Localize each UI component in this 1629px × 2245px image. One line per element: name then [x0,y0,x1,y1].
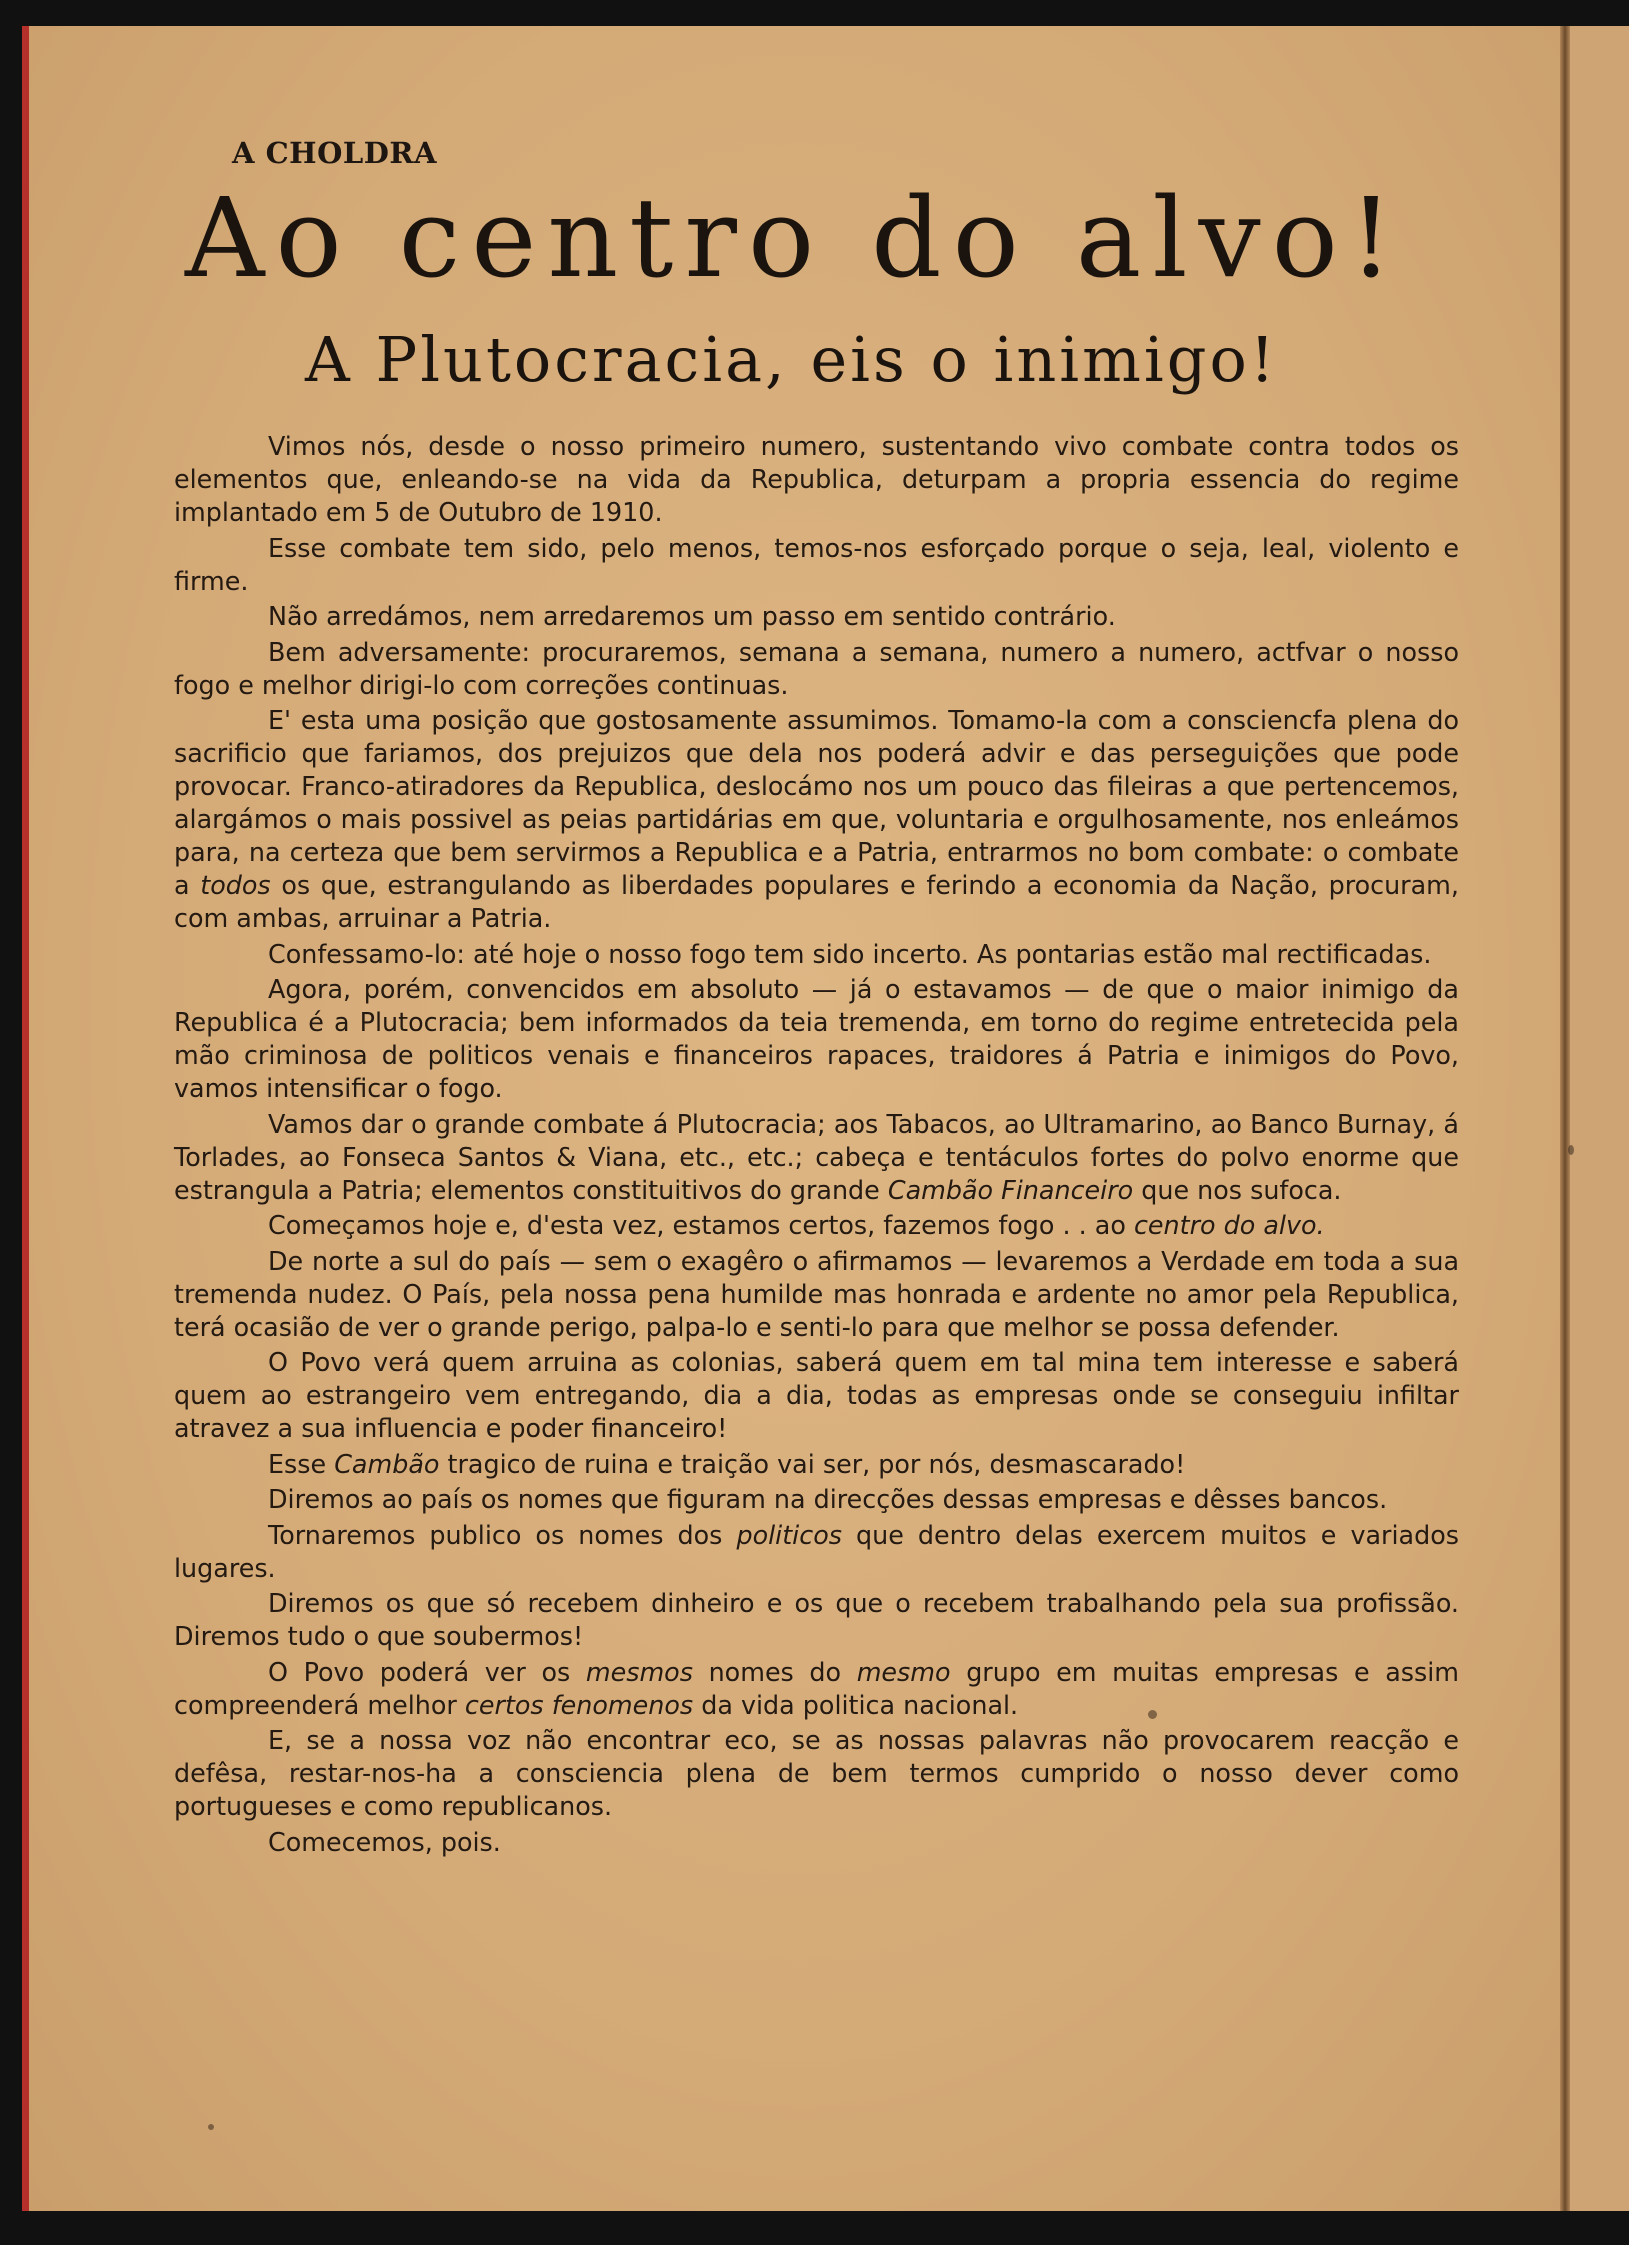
text-run: Vimos nós, desde o nosso primeiro numero, sustentando vivo combate contra todos os elementos que, enleando-se na vida da Republica, deturpam a propria essencia do regime implantado em 5 de Outubro de 1910. [174,431,1459,527]
article-paragraph [174,1483,1459,1516]
article-paragraph [174,1826,1459,1859]
text-run: que dentro delas exercem muitos e variados lugares. [174,1519,1459,1583]
text-run: Tornaremos publico os nomes dos [268,1519,737,1550]
ink-spot [1568,1145,1574,1155]
text-run: da vida politica nacional. [693,1689,1019,1720]
text-run: De norte a sul do país — sem o exagêro o afirmamos — levaremos a Verdade em toda a sua tremenda nudez. O País, pela nossa pena humilde mas honrada e ardente no amor pela Republica, terá ocasião de ver o grande perigo, palpa-lo e senti-lo para que melhor se possa defender. [174,1245,1459,1342]
next-page-edge [1570,26,1629,2211]
text-run: Confessamo-lo: até hoje o nosso fogo tem sido incerto. As pontarias estão mal rectificadas. [268,938,1432,969]
article-paragraph [174,938,1459,971]
article-paragraph [174,1448,1459,1481]
text-run: Diremos os que só recebem dinheiro e os que o recebem trabalhando pela sua profissão. Diremos tudo o que soubermos! [174,1588,1459,1651]
text-run: Vamos dar o grande combate á Plutocracia; aos Tabacos, ao Ultramarino, ao Banco Burnay, á Torlades, ao Fonseca Santos & Viana, etc., etc.; cabeça e tentáculos fortes do polvo enorme que estrangula a Patria; elementos constituitivos do grande [174,1108,1459,1205]
italic-phrase: mesmo [856,1656,951,1687]
article-paragraph [174,1108,1459,1207]
text-run: E, se a nossa voz não encontrar eco, se as nossas palavras não provocarem reacção e defêsa, restar-nos-ha a consciencia plena de bem termos cumprido o nosso dever como portugueses e como republicanos. [174,1725,1459,1821]
article-paragraph [174,600,1459,633]
italic-phrase: centro do alvo. [1133,1210,1325,1240]
article-paragraph [174,704,1459,935]
text-run: nomes do [692,1656,857,1687]
text-run: Bem adversamente: procuraremos, semana a semana, numero a numero, actfvar o nosso fogo e melhor dirigi-lo com correções continuas. [174,636,1459,700]
article-paragraph [174,1587,1459,1653]
italic-phrase: Cambão [334,1448,440,1479]
text-run: grupo em muitas empresas e assim compreenderá melhor [174,1656,1460,1720]
italic-phrase: todos [200,870,271,900]
text-run: Comecemos, pois. [268,1826,501,1857]
text-run: que nos sufoca. [1133,1174,1342,1205]
cover-edge [22,26,29,2211]
text-run: Começamos hoje e, d'esta vez, estamos certos, fazemos fogo . . ao [268,1210,1134,1240]
article-paragraph [174,1724,1459,1823]
article-paragraph [174,1656,1459,1722]
italic-phrase: Cambão Financeiro [887,1174,1134,1205]
text-run: Diremos ao país os nomes que figuram na direcções dessas empresas e dêsses bancos. [268,1484,1388,1514]
text-run: Esse [268,1448,335,1479]
article-paragraph [174,532,1459,598]
ink-spot [1148,1710,1157,1719]
article-paragraph [174,1245,1459,1344]
article-title: Ao centro do alvo! [185,174,1405,302]
article-paragraph [174,636,1459,702]
italic-phrase: mesmos [585,1656,693,1687]
text-run: Esse combate tem sido, pelo menos, temos-nos esforçado porque o seja, leal, violento e firme. [174,532,1459,596]
text-run: E' esta uma posição que gostosamente assumimos. Tomamo-la com a consciencfa plena do sacrificio que fariamos, dos prejuizos que dela nos poderá advir e das perseguições que pode provocar. Franco-atiradores da Republica, deslocámo nos um pouco das fileiras a que pertencemos, alargámos o mais possivel as peias partidárias em que, voluntaria e orgulhosamente, nos enleámos para, na certeza que bem servirmos a Republica e a Patria, entrarmos no bom combate: o combate a [174,705,1459,900]
article-paragraph [174,1519,1459,1585]
article-paragraph [174,430,1459,529]
article-paragraph [174,1209,1459,1242]
article-subtitle: A Plutocracia, eis o inimigo! [305,323,1278,396]
text-run: Agora, porém, convencidos em absoluto — já o estavamos — de que o maior inimigo da Republica é a Plutocracia; bem informados da teia tremenda, em torno do regime entretecida pela mão criminosa de politicos venais e financeiros rapaces, traidores á Patria e inimigos do Povo, vamos intensificar o fogo. [174,974,1459,1103]
article-paragraph [174,973,1459,1105]
italic-phrase: certos fenomenos [464,1689,694,1720]
text-run: Não arredámos, nem arredaremos um passo em sentido contrário. [268,601,1116,631]
text-run: O Povo verá quem arruina as colonias, saberá quem em tal mina tem interesse e saberá quem ao estrangeiro vem entregando, dia a dia, todas as empresas onde se conseguiu infiltar atravez a sua influencia e poder financeiro! [174,1347,1459,1443]
text-run: os que, estrangulando as liberdades populares e ferindo a economia da Nação, procuram, com ambas, arruinar a Patria. [174,870,1459,933]
article-body [174,430,1459,1861]
article-paragraph [174,1346,1459,1445]
publication-name: A CHOLDRA [232,136,437,170]
ink-spot [208,2124,214,2130]
text-run: O Povo poderá ver os [268,1656,586,1687]
italic-phrase: politicos [736,1519,842,1550]
page-gutter [1560,26,1570,2211]
text-run: tragico de ruina e traição vai ser, por nós, desmascarado! [439,1448,1186,1479]
